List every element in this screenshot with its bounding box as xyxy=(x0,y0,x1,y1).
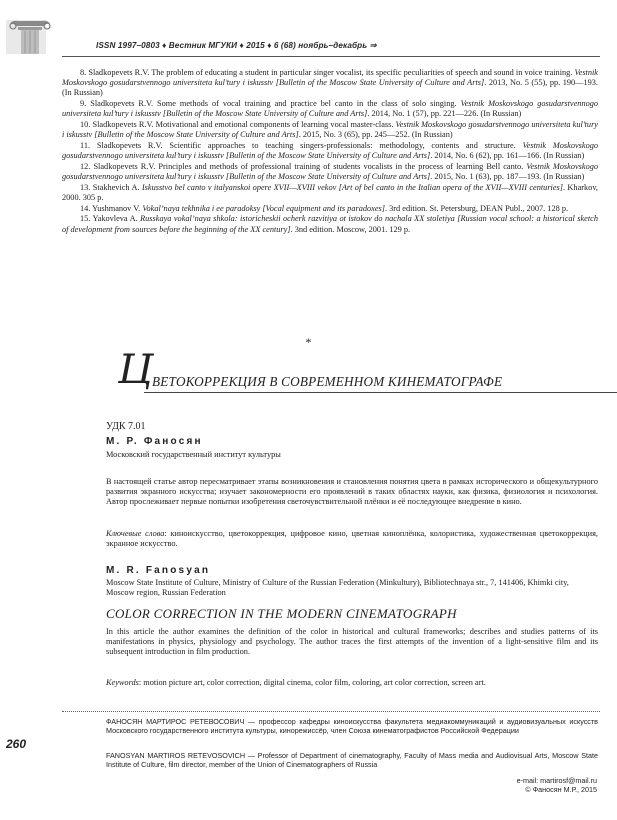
reference-number: 11. xyxy=(80,140,91,150)
keywords-en xyxy=(106,678,598,688)
affiliation-ru: Московский государственный институт культуры xyxy=(106,450,281,459)
reference-item xyxy=(62,141,598,161)
reference-author: Sladkopevets R.V. xyxy=(92,120,154,130)
keywords-en-text: : motion picture art, color correction, digital cinema, color film, coloring, art color correction, screen art. xyxy=(138,678,486,687)
keywords-ru-label: Ключевые слова xyxy=(106,529,165,538)
abstract-en: In this article the author examines the definition of the color in historical and cultural frameworks; describes and studies patterns of its manifestations in physics, physiology and psychology. The author traces the first attempts of the invention of a light-sensitive film and its subsequent introduction in film production. xyxy=(106,627,598,657)
reference-details: . 2014, No. 1 (57), pp. 221—226. (In Russian) xyxy=(367,109,522,119)
reference-title: Some methods of vocal training and practice bel canto in the class of solo singing. xyxy=(157,99,457,109)
reference-author: Sladkopevets R.V. xyxy=(88,68,150,77)
reference-title: Motivational and emotional components of learning vocal master-class. xyxy=(155,120,394,130)
article-title-en: COLOR CORRECTION IN THE MODERN CINEMATOGRAPH xyxy=(106,606,457,621)
reference-source: Vestnik Moskovskogo gosudarstvennogo universiteta kul’tury i iskusstv [Bulletin of the Moscow State University of Culture and Arts] xyxy=(62,99,599,119)
reference-title: Principles and methods of professional training of students vocalists in the process of learning Bell canto. xyxy=(158,161,524,171)
author-name-en: M. R. Fanosyan xyxy=(106,565,211,576)
title-rule xyxy=(144,392,617,393)
reference-item xyxy=(62,99,598,119)
reference-item xyxy=(62,214,598,234)
reference-title: Scientific approaches to teaching singers-professionals: methodology, contents and structure. xyxy=(169,140,516,150)
references-list xyxy=(62,68,598,235)
page-number: 260 xyxy=(6,737,27,751)
reference-author: Stakhevich A. xyxy=(92,182,140,192)
author-bio-en: FANOSYAN MARTIROS RETEVOSOVICH — Professor of Department of cinematography, Faculty of Mass media and Audiovisual Arts, Moscow State Institute of Culture, film director, member of the Union of Cinematographers of Russia xyxy=(106,751,598,769)
reference-source: Vestnik Moskovskogo gosudarstvennogo universiteta kul’tury i iskusstv [Bulletin of the Moscow State University of Culture and Arts] xyxy=(62,120,598,140)
reference-number: 9. xyxy=(80,99,87,109)
abstract-ru: В настоящей статье автор пересматривает этапы возникновения и становления понятия цвета в рамках исторического и общекультурного развития экранного искусства; изучает закономерности его проявлений в таких областях науки, как физика, физиология и психология. Автор прослеживает первые попытки изобретения светочувствительной плёнки и её последующее внедрение в кино. xyxy=(106,477,598,507)
reference-details: . 2015, No. 1 (63), pp. 187—193. (In Russian) xyxy=(430,172,585,182)
reference-details: . 2014, No. 6 (62), pp. 161—166. (In Russian) xyxy=(430,151,585,161)
reference-source: Vokal’naya tekhnika i ee paradoksy [Vocal equipment and its paradoxes] xyxy=(142,203,385,213)
footer-divider xyxy=(62,711,600,712)
reference-author: Sladkopevets R.V. xyxy=(90,99,154,109)
reference-source: Iskusstvo bel canto v italyanskoi opere XVII—XVIII vekov [Art of bel canto in the Italian opera of the XVII—XVIII centuries] xyxy=(141,182,564,192)
reference-source: Russkaya vokal’naya shkola: istoricheskii ocherk razvitiya ot istokov do nachala XX stoletiya [Russian vocal school: a historical sketch of development from sources before the beginning of the XX century] xyxy=(62,214,598,234)
author-bio-ru: ФАНОСЯН МАРТИРОС РЕТЕВОСОВИЧ — профессор кафедры киноискусства факультета медиакоммуникаций и аудиовизуальных искусств Московского государственного института культуры, кинорежиссёр, член Союза кинематографистов Российской Федерации xyxy=(106,717,598,735)
reference-number: 14. xyxy=(80,203,91,213)
reference-item xyxy=(62,183,598,203)
reference-source: Vestnik Moskovskogo gosudarstvennogo universiteta kul’tury i iskusstv [Bulletin of the Moscow State University of Culture and Arts] xyxy=(62,161,599,182)
reference-number: 12. xyxy=(80,161,91,171)
reference-details: . 2015, No. 3 (65), pp. 245—252. (In Russian) xyxy=(298,130,453,140)
reference-number: 8. xyxy=(80,68,87,77)
author-name-ru: М. Р. Фаносян xyxy=(106,436,203,447)
reference-details: . 3nd edition. Moscow, 2001. 129 p. xyxy=(290,224,411,234)
author-contact xyxy=(517,776,597,794)
reference-author: Yakovleva A. xyxy=(92,214,138,224)
reference-author: Sladkopevets R.V. xyxy=(96,140,163,150)
reference-title: The problem of educating a student in particular singer vocalist, its specific peculiarities of speech and sound in voice training. xyxy=(151,68,573,77)
reference-source: Vestnik Moskovskogo gosudarstvennogo universiteta kul’tury i iskusstv [Bulletin of the Moscow State University of Culture and Arts] xyxy=(62,68,598,88)
section-separator: * xyxy=(305,335,312,349)
title-text: ВЕТОКОРРЕКЦИЯ В СОВРЕМЕННОМ КИНЕМАТОГРАФЕ xyxy=(152,374,503,389)
reference-details: . 3rd edition. St. Petersburg, DEAN Publ., 2007. 128 p. xyxy=(384,203,569,213)
udk-code: УДК 7.01 xyxy=(106,421,146,432)
header-rule xyxy=(62,56,600,57)
reference-author: Yushmanov V. xyxy=(92,203,141,213)
reference-item xyxy=(62,120,598,140)
reference-number: 15. xyxy=(80,214,91,224)
keywords-en-label: Keywords xyxy=(106,678,139,687)
reference-details: . 2013, No. 5 (55), pp. 190—193. (In Russian) xyxy=(62,78,598,98)
reference-item xyxy=(62,68,598,99)
title-initial: Ц xyxy=(118,347,153,393)
reference-author: Sladkopevets R.V. xyxy=(93,161,156,171)
author-email: e-mail: martirosf@mail.ru xyxy=(516,776,597,785)
keywords-ru xyxy=(106,529,598,549)
journal-logo-icon xyxy=(6,12,58,56)
page-header xyxy=(0,0,617,60)
reference-source: Vestnik Moskovskogo gosudarstvennogo universiteta kul’tury i iskusstv [Bulletin of the Moscow State University of Culture and Arts] xyxy=(62,140,599,161)
affiliation-en: Moscow State Institute of Culture, Ministry of Culture of the Russian Federation (Minkultury), Bibliotechnaya str., 7, 141406, Khimki city, Moscow region, Russian Federation xyxy=(106,578,569,598)
reference-item xyxy=(62,204,598,214)
copyright: © Фаносян М.Р., 2015 xyxy=(525,785,597,794)
article-title xyxy=(118,347,598,396)
reference-number: 13. xyxy=(80,182,91,192)
reference-number: 10. xyxy=(80,120,91,130)
keywords-ru-text: : киноискусство, цветокоррекция, цифровое кино, цветная киноплёнка, колористика, художественная цветокоррекция, экранное искусство. xyxy=(106,529,599,549)
journal-header-text: ISSN 1997–0803 ♦ Вестник МГУКИ ♦ 2015 ♦ 6 (68) ноябрь–декабрь ⇒ xyxy=(96,41,377,50)
reference-details: . Kharkov, 2000. 305 p. xyxy=(62,182,598,202)
reference-item xyxy=(62,162,598,182)
